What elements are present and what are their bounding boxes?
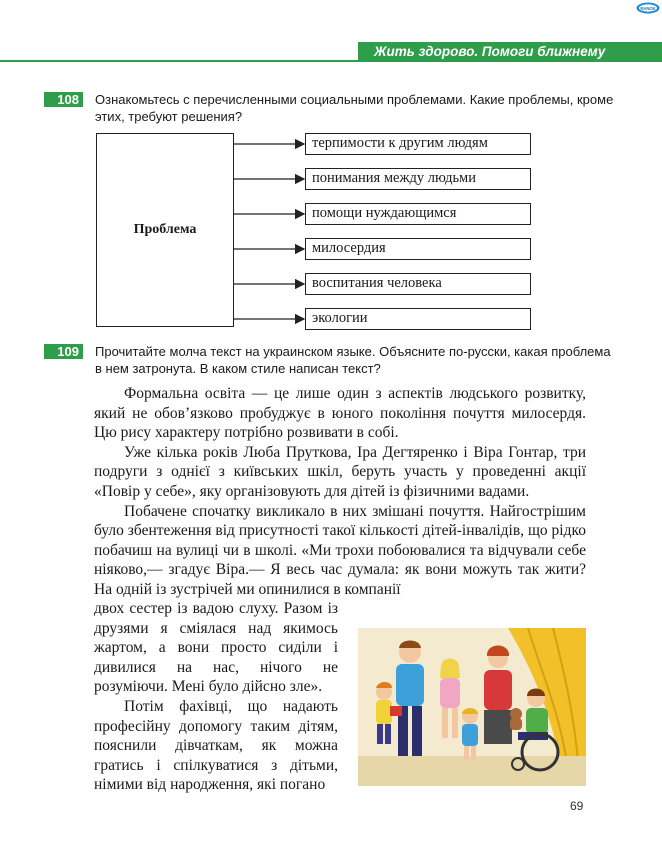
diagram-item: терпимости к другим людям [305, 133, 531, 155]
task-109-instructions: Прочитайте молча текст на украинском языке. Объясните по-русски, какая проблема в нем затронута. В каком стиле написан текст? [95, 344, 611, 376]
diagram-item: помощи нуждающимся [305, 203, 531, 225]
reading-text-main [94, 384, 586, 600]
task-108-instructions: Ознакомьтесь с перечисленными социальными проблемами. Какие проблемы, кроме этих, требуют решения? [95, 92, 614, 124]
children-illustration [358, 628, 586, 786]
diagram-item: понимания между людьми [305, 168, 531, 190]
page-number: 69 [570, 799, 584, 813]
task-number-109: 109 [44, 344, 83, 359]
task-number-108: 108 [44, 92, 83, 107]
reading-text-side [94, 599, 338, 795]
paragraph: Формальна освіта — це лише один з аспектів людського розвитку, який не обов’язково пробуджує в юного покоління почуття милосердя. Цю рису характеру потрібно розвивати в собі. [94, 385, 586, 442]
paragraph: Уже кілька років Люба Пруткова, Іра Дегтяренко і Віра Гонтар, три подруги з однієї з київських шкіл, беруть участь у проведенні акції «Повір у себе», яку організовують для дітей із фізичними вадами. [94, 443, 586, 500]
problem-label: Проблема [133, 222, 197, 237]
diagram-item: экологии [305, 308, 531, 330]
publisher-logo [636, 2, 660, 14]
logo-text: RANOK [640, 5, 656, 11]
diagram-item: воспитания человека [305, 273, 531, 295]
section-title: Жить здорово. Помоги ближнему [374, 44, 606, 59]
paragraph-continued: двох сестер із вадою слуху. Разом із друзями я сміялася над якимось жартом, а вони просто сиділи і дивилися на нас, нічого не розуміючи. Мені було дійсно зле». [94, 600, 338, 696]
diagram-item: милосердия [305, 238, 531, 260]
paragraph: Потім фахівці, що надають професійну допомогу таким дітям, пояснили дівчаткам, як можна гратись і спілкуватися з дітьми, німими від народження, які погано [94, 697, 338, 794]
paragraph: Побачене спочатку викликало в них змішані почуття. Найгострішим було збентеження від присутності такої кількості дітей-інвалідів, що рідко побачиш на вулиці чи в школі. «Ми трохи побоювалися та відчували себе ніяково,— згадує Віра.— Я весь час думала: як вони можуть так жити? На одній із зустрічей ми опинилися в компанії [94, 502, 586, 598]
